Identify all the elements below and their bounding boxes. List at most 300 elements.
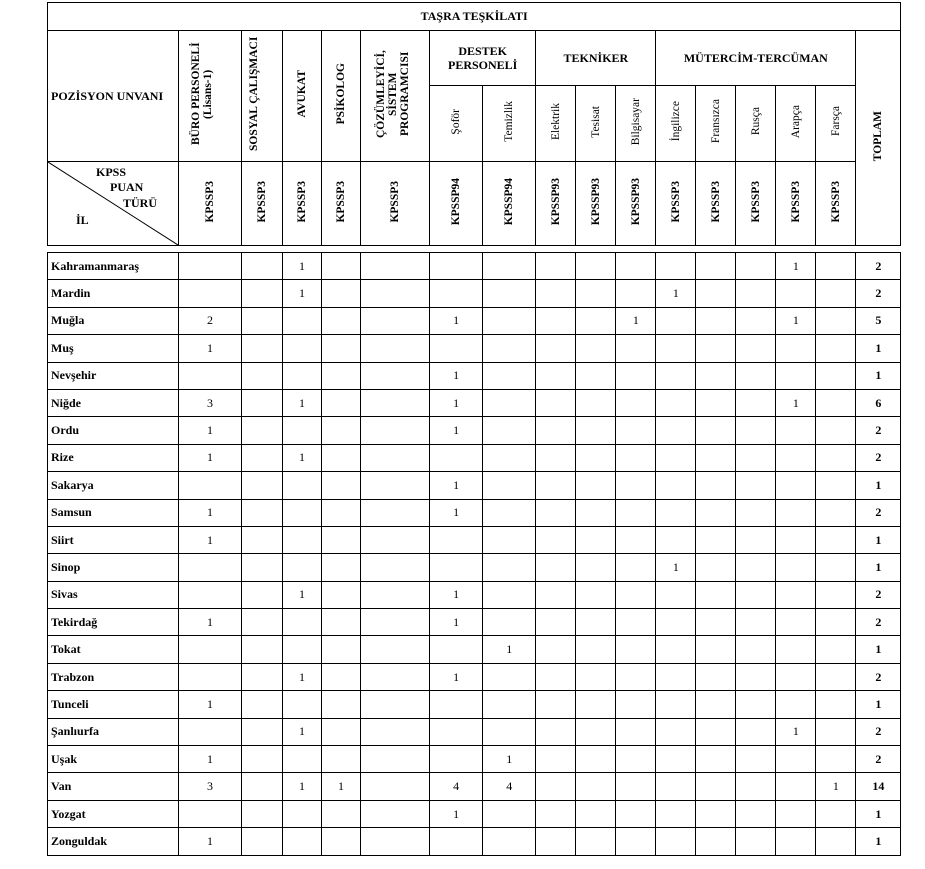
quota-cell: [776, 417, 816, 444]
quota-cell: 1: [283, 253, 322, 280]
quota-cell: [816, 335, 856, 362]
quota-cell: [576, 307, 616, 334]
quota-cell: [483, 581, 536, 608]
quota-cell: [483, 444, 536, 471]
quota-cell: [361, 417, 430, 444]
quota-cell: [430, 335, 483, 362]
quota-cell: [776, 499, 816, 526]
quota-cell: 1: [430, 307, 483, 334]
quota-cell: [536, 253, 576, 280]
kpss-arapca: KPSSP3: [776, 162, 816, 246]
quota-cell: [536, 472, 576, 499]
quota-cell: [430, 718, 483, 745]
quota-cell: [361, 828, 430, 855]
quota-cell: [361, 581, 430, 608]
quota-cell: [616, 362, 656, 389]
col-header-avukat: AVUKAT: [283, 31, 322, 162]
quota-cell: [696, 526, 736, 553]
quota-cell: [483, 280, 536, 307]
province-name: Tokat: [48, 636, 179, 663]
quota-cell: [361, 800, 430, 827]
quota-cell: [536, 417, 576, 444]
quota-cell: [776, 335, 816, 362]
col-header-farsca: Farsça: [816, 86, 856, 162]
row-total: 2: [856, 746, 901, 773]
quota-cell: 2: [179, 307, 242, 334]
quota-cell: 1: [283, 581, 322, 608]
table-row: [48, 554, 901, 581]
quota-cell: [736, 307, 776, 334]
quota-cell: [776, 636, 816, 663]
quota-cell: [816, 663, 856, 690]
quota-cell: [179, 554, 242, 581]
quota-cell: [322, 499, 361, 526]
kpss-temizlik: KPSSP94: [483, 162, 536, 246]
quota-cell: [322, 609, 361, 636]
quota-cell: [576, 444, 616, 471]
quota-cell: [616, 417, 656, 444]
quota-cell: [656, 828, 696, 855]
kpss-buro: KPSSP3: [179, 162, 242, 246]
quota-cell: [696, 554, 736, 581]
quota-cell: [816, 472, 856, 499]
quota-cell: [430, 280, 483, 307]
quota-cell: [322, 718, 361, 745]
table-row: [48, 828, 901, 855]
quota-cell: [483, 335, 536, 362]
quota-cell: 1: [430, 472, 483, 499]
row-total: 1: [856, 472, 901, 499]
quota-cell: [816, 417, 856, 444]
quota-cell: [179, 472, 242, 499]
quota-cell: 3: [179, 773, 242, 800]
col-header-bilgisayar: Bilgisayar: [616, 86, 656, 162]
quota-cell: [696, 746, 736, 773]
quota-cell: [430, 746, 483, 773]
quota-cell: [536, 691, 576, 718]
quota-cell: [616, 663, 656, 690]
col-header-ingilizce: İngilizce: [656, 86, 696, 162]
quota-cell: [736, 526, 776, 553]
col-header-sofor: Şoför: [430, 86, 483, 162]
quota-cell: [322, 828, 361, 855]
row-total: 1: [856, 800, 901, 827]
quota-cell: [322, 581, 361, 608]
quota-cell: [616, 746, 656, 773]
quota-cell: [736, 444, 776, 471]
quota-cell: [179, 581, 242, 608]
quota-cell: [483, 307, 536, 334]
quota-cell: [656, 581, 696, 608]
quota-cell: [242, 691, 283, 718]
quota-cell: 1: [179, 417, 242, 444]
row-total: 2: [856, 609, 901, 636]
table-body: [48, 253, 901, 856]
table-row: [48, 389, 901, 416]
quota-cell: [616, 828, 656, 855]
quota-cell: [776, 280, 816, 307]
quota-cell: 1: [179, 444, 242, 471]
quota-cell: [816, 389, 856, 416]
province-name: Kahramanmaraş: [48, 253, 179, 280]
quota-cell: [322, 800, 361, 827]
quota-cell: [616, 335, 656, 362]
row-total: 1: [856, 362, 901, 389]
quota-cell: [242, 800, 283, 827]
quota-cell: [483, 499, 536, 526]
quota-cell: 1: [283, 773, 322, 800]
quota-cell: [361, 691, 430, 718]
quota-cell: [616, 773, 656, 800]
quota-cell: [696, 472, 736, 499]
quota-cell: [242, 280, 283, 307]
province-name: Uşak: [48, 746, 179, 773]
quota-cell: [696, 636, 736, 663]
quota-cell: 1: [430, 389, 483, 416]
kpss-avukat: KPSSP3: [283, 162, 322, 246]
quota-cell: [656, 746, 696, 773]
quota-cell: 1: [430, 800, 483, 827]
quota-cell: [736, 718, 776, 745]
turu-label: TÜRÜ: [123, 196, 158, 210]
quota-cell: 1: [816, 773, 856, 800]
table-row: [48, 526, 901, 553]
quota-cell: [242, 718, 283, 745]
quota-cell: [283, 307, 322, 334]
province-name: Yozgat: [48, 800, 179, 827]
group-header-mutercim-tercuman: MÜTERCİM-TERCÜMAN: [656, 31, 856, 86]
header-gap-row: [48, 246, 901, 253]
quota-cell: [536, 444, 576, 471]
row-total: 2: [856, 417, 901, 444]
quota-cell: [242, 526, 283, 553]
quota-cell: [816, 307, 856, 334]
quota-cell: [283, 746, 322, 773]
quota-cell: [576, 554, 616, 581]
quota-cell: 4: [430, 773, 483, 800]
quota-cell: [696, 253, 736, 280]
province-name: Siirt: [48, 526, 179, 553]
table-row: [48, 307, 901, 334]
quota-cell: [361, 499, 430, 526]
quota-cell: [736, 472, 776, 499]
province-name: Trabzon: [48, 663, 179, 690]
quota-cell: [696, 417, 736, 444]
quota-cell: 1: [283, 444, 322, 471]
col-header-buro-personeli: BÜRO PERSONELİ (Lisans-1): [179, 31, 242, 162]
il-label: İL: [76, 213, 89, 227]
quota-cell: [736, 828, 776, 855]
quota-cell: [483, 609, 536, 636]
quota-cell: [430, 828, 483, 855]
quota-cell: [179, 800, 242, 827]
quota-cell: [656, 800, 696, 827]
quota-cell: [483, 253, 536, 280]
quota-cell: [696, 335, 736, 362]
quota-cell: [816, 609, 856, 636]
quota-cell: [322, 444, 361, 471]
quota-cell: [696, 444, 736, 471]
kpss-psikolog: KPSSP3: [322, 162, 361, 246]
quota-cell: [536, 362, 576, 389]
quota-cell: [483, 362, 536, 389]
kpss-il-diagonal-header: [48, 162, 179, 246]
quota-cell: [576, 362, 616, 389]
quota-cell: [656, 718, 696, 745]
quota-cell: [736, 335, 776, 362]
table-row: [48, 746, 901, 773]
quota-cell: [483, 417, 536, 444]
quota-cell: [242, 389, 283, 416]
quota-cell: [816, 718, 856, 745]
quota-cell: [816, 691, 856, 718]
quota-cell: [656, 389, 696, 416]
quota-cell: 1: [430, 417, 483, 444]
quota-cell: [536, 280, 576, 307]
kpss-rusca: KPSSP3: [736, 162, 776, 246]
quota-cell: [430, 253, 483, 280]
kpss-ingilizce: KPSSP3: [656, 162, 696, 246]
col-header-tesisat: Tesisat: [576, 86, 616, 162]
row-total: 6: [856, 389, 901, 416]
quota-cell: [483, 554, 536, 581]
quota-cell: [736, 773, 776, 800]
row-total: 1: [856, 636, 901, 663]
quota-cell: [361, 746, 430, 773]
col-header-elektrik: Elektrik: [536, 86, 576, 162]
quota-cell: [536, 773, 576, 800]
quota-cell: [776, 554, 816, 581]
quota-cell: [656, 253, 696, 280]
table-row: [48, 718, 901, 745]
quota-cell: 1: [430, 362, 483, 389]
row-total: 1: [856, 691, 901, 718]
quota-cell: [179, 718, 242, 745]
quota-cell: 1: [283, 718, 322, 745]
table-row: [48, 280, 901, 307]
col-header-rusca: Rusça: [736, 86, 776, 162]
quota-cell: [536, 335, 576, 362]
quota-cell: [696, 362, 736, 389]
quota-cell: [616, 636, 656, 663]
quota-cell: [322, 417, 361, 444]
quota-cell: [283, 554, 322, 581]
quota-cell: [179, 280, 242, 307]
table-row: [48, 609, 901, 636]
quota-cell: [536, 389, 576, 416]
kpss-tesisat: KPSSP93: [576, 162, 616, 246]
quota-cell: 1: [656, 280, 696, 307]
quota-cell: [576, 280, 616, 307]
col-header-cozumleyici: ÇÖZÜMLEYİCİ, SİSTEM PROGRAMCISI: [361, 31, 430, 162]
quota-cell: [483, 472, 536, 499]
province-name: Muğla: [48, 307, 179, 334]
quota-cell: [696, 609, 736, 636]
row-total: 1: [856, 335, 901, 362]
table-row: [48, 444, 901, 471]
quota-cell: [283, 472, 322, 499]
quota-cell: [361, 444, 430, 471]
quota-cell: [242, 663, 283, 690]
quota-cell: [776, 691, 816, 718]
quota-cell: [576, 253, 616, 280]
quota-cell: [536, 828, 576, 855]
province-name: Şanlıurfa: [48, 718, 179, 745]
quota-cell: [696, 828, 736, 855]
quota-cell: 1: [179, 691, 242, 718]
quota-cell: [776, 526, 816, 553]
quota-cell: [283, 691, 322, 718]
quota-cell: [576, 663, 616, 690]
quota-cell: [283, 362, 322, 389]
quota-cell: [776, 746, 816, 773]
quota-cell: [430, 554, 483, 581]
quota-cell: [816, 828, 856, 855]
quota-cell: [576, 636, 616, 663]
quota-cell: [430, 636, 483, 663]
quota-cell: [736, 389, 776, 416]
quota-cell: [616, 581, 656, 608]
quota-cell: [483, 691, 536, 718]
row-total: 1: [856, 828, 901, 855]
quota-cell: [696, 718, 736, 745]
quota-cell: [536, 581, 576, 608]
col-header-temizlik: Temizlik: [483, 86, 536, 162]
quota-cell: 1: [179, 828, 242, 855]
quota-cell: [483, 663, 536, 690]
kpss-bilgisayar: KPSSP93: [616, 162, 656, 246]
quota-cell: [656, 526, 696, 553]
quota-cell: [322, 280, 361, 307]
province-name: Mardin: [48, 280, 179, 307]
quota-cell: [616, 526, 656, 553]
col-header-toplam: TOPLAM: [856, 31, 901, 246]
row-total: 2: [856, 581, 901, 608]
quota-cell: [242, 636, 283, 663]
quota-cell: [656, 636, 696, 663]
quota-cell: [242, 773, 283, 800]
quota-cell: [322, 636, 361, 663]
quota-cell: [283, 636, 322, 663]
quota-cell: [430, 526, 483, 553]
quota-cell: [616, 389, 656, 416]
quota-cell: [736, 499, 776, 526]
quota-cell: 1: [430, 609, 483, 636]
quota-cell: [361, 335, 430, 362]
quota-cell: [816, 746, 856, 773]
quota-cell: [322, 663, 361, 690]
puan-label: PUAN: [110, 180, 144, 194]
quota-cell: [361, 773, 430, 800]
quota-cell: [736, 362, 776, 389]
row-total: 2: [856, 280, 901, 307]
quota-cell: [242, 554, 283, 581]
quota-cell: [656, 335, 696, 362]
quota-cell: [242, 609, 283, 636]
quota-cell: [616, 554, 656, 581]
tasra-teskilati-table: [47, 2, 901, 856]
quota-cell: 1: [776, 389, 816, 416]
col-header-fransizca: Fransızca: [696, 86, 736, 162]
quota-cell: [483, 800, 536, 827]
table-row: [48, 800, 901, 827]
quota-cell: [816, 362, 856, 389]
quota-cell: [322, 253, 361, 280]
table-row: [48, 691, 901, 718]
quota-cell: [776, 444, 816, 471]
quota-cell: [179, 362, 242, 389]
row-total: 14: [856, 773, 901, 800]
quota-cell: [616, 253, 656, 280]
quota-cell: [536, 307, 576, 334]
quota-cell: [361, 663, 430, 690]
quota-cell: [283, 417, 322, 444]
quota-cell: [242, 417, 283, 444]
quota-cell: [361, 718, 430, 745]
province-name: Samsun: [48, 499, 179, 526]
quota-cell: 1: [179, 609, 242, 636]
quota-cell: [283, 499, 322, 526]
kpss-cozumleyici: KPSSP3: [361, 162, 430, 246]
table-row: [48, 581, 901, 608]
quota-cell: [656, 362, 696, 389]
quota-cell: [776, 472, 816, 499]
quota-cell: [736, 280, 776, 307]
quota-cell: 1: [283, 663, 322, 690]
province-name: Sakarya: [48, 472, 179, 499]
quota-cell: [242, 444, 283, 471]
quota-cell: [776, 609, 816, 636]
group-header-tekniker: TEKNİKER: [536, 31, 656, 86]
quota-cell: [736, 581, 776, 608]
quota-cell: [322, 526, 361, 553]
quota-cell: [483, 389, 536, 416]
quota-cell: 1: [430, 663, 483, 690]
quota-cell: [242, 499, 283, 526]
quota-cell: [696, 389, 736, 416]
quota-cell: [816, 800, 856, 827]
quota-cell: 1: [483, 636, 536, 663]
quota-cell: [322, 691, 361, 718]
quota-cell: [242, 581, 283, 608]
quota-cell: 1: [776, 307, 816, 334]
quota-cell: [576, 691, 616, 718]
quota-cell: [736, 636, 776, 663]
quota-cell: [576, 718, 616, 745]
quota-cell: [242, 746, 283, 773]
quota-cell: [283, 800, 322, 827]
quota-cell: [430, 691, 483, 718]
province-name: Sivas: [48, 581, 179, 608]
quota-cell: [536, 609, 576, 636]
province-name: Zonguldak: [48, 828, 179, 855]
quota-cell: [696, 800, 736, 827]
quota-cell: [776, 362, 816, 389]
table-title: TAŞRA TEŞKİLATI: [48, 3, 901, 31]
quota-cell: [816, 554, 856, 581]
quota-cell: [576, 335, 616, 362]
quota-cell: [616, 499, 656, 526]
row-total: 5: [856, 307, 901, 334]
row-total: 2: [856, 718, 901, 745]
quota-cell: [242, 362, 283, 389]
quota-cell: [483, 526, 536, 553]
table-row: [48, 472, 901, 499]
quota-cell: [242, 307, 283, 334]
quota-cell: [576, 499, 616, 526]
quota-cell: [776, 800, 816, 827]
quota-cell: [696, 773, 736, 800]
